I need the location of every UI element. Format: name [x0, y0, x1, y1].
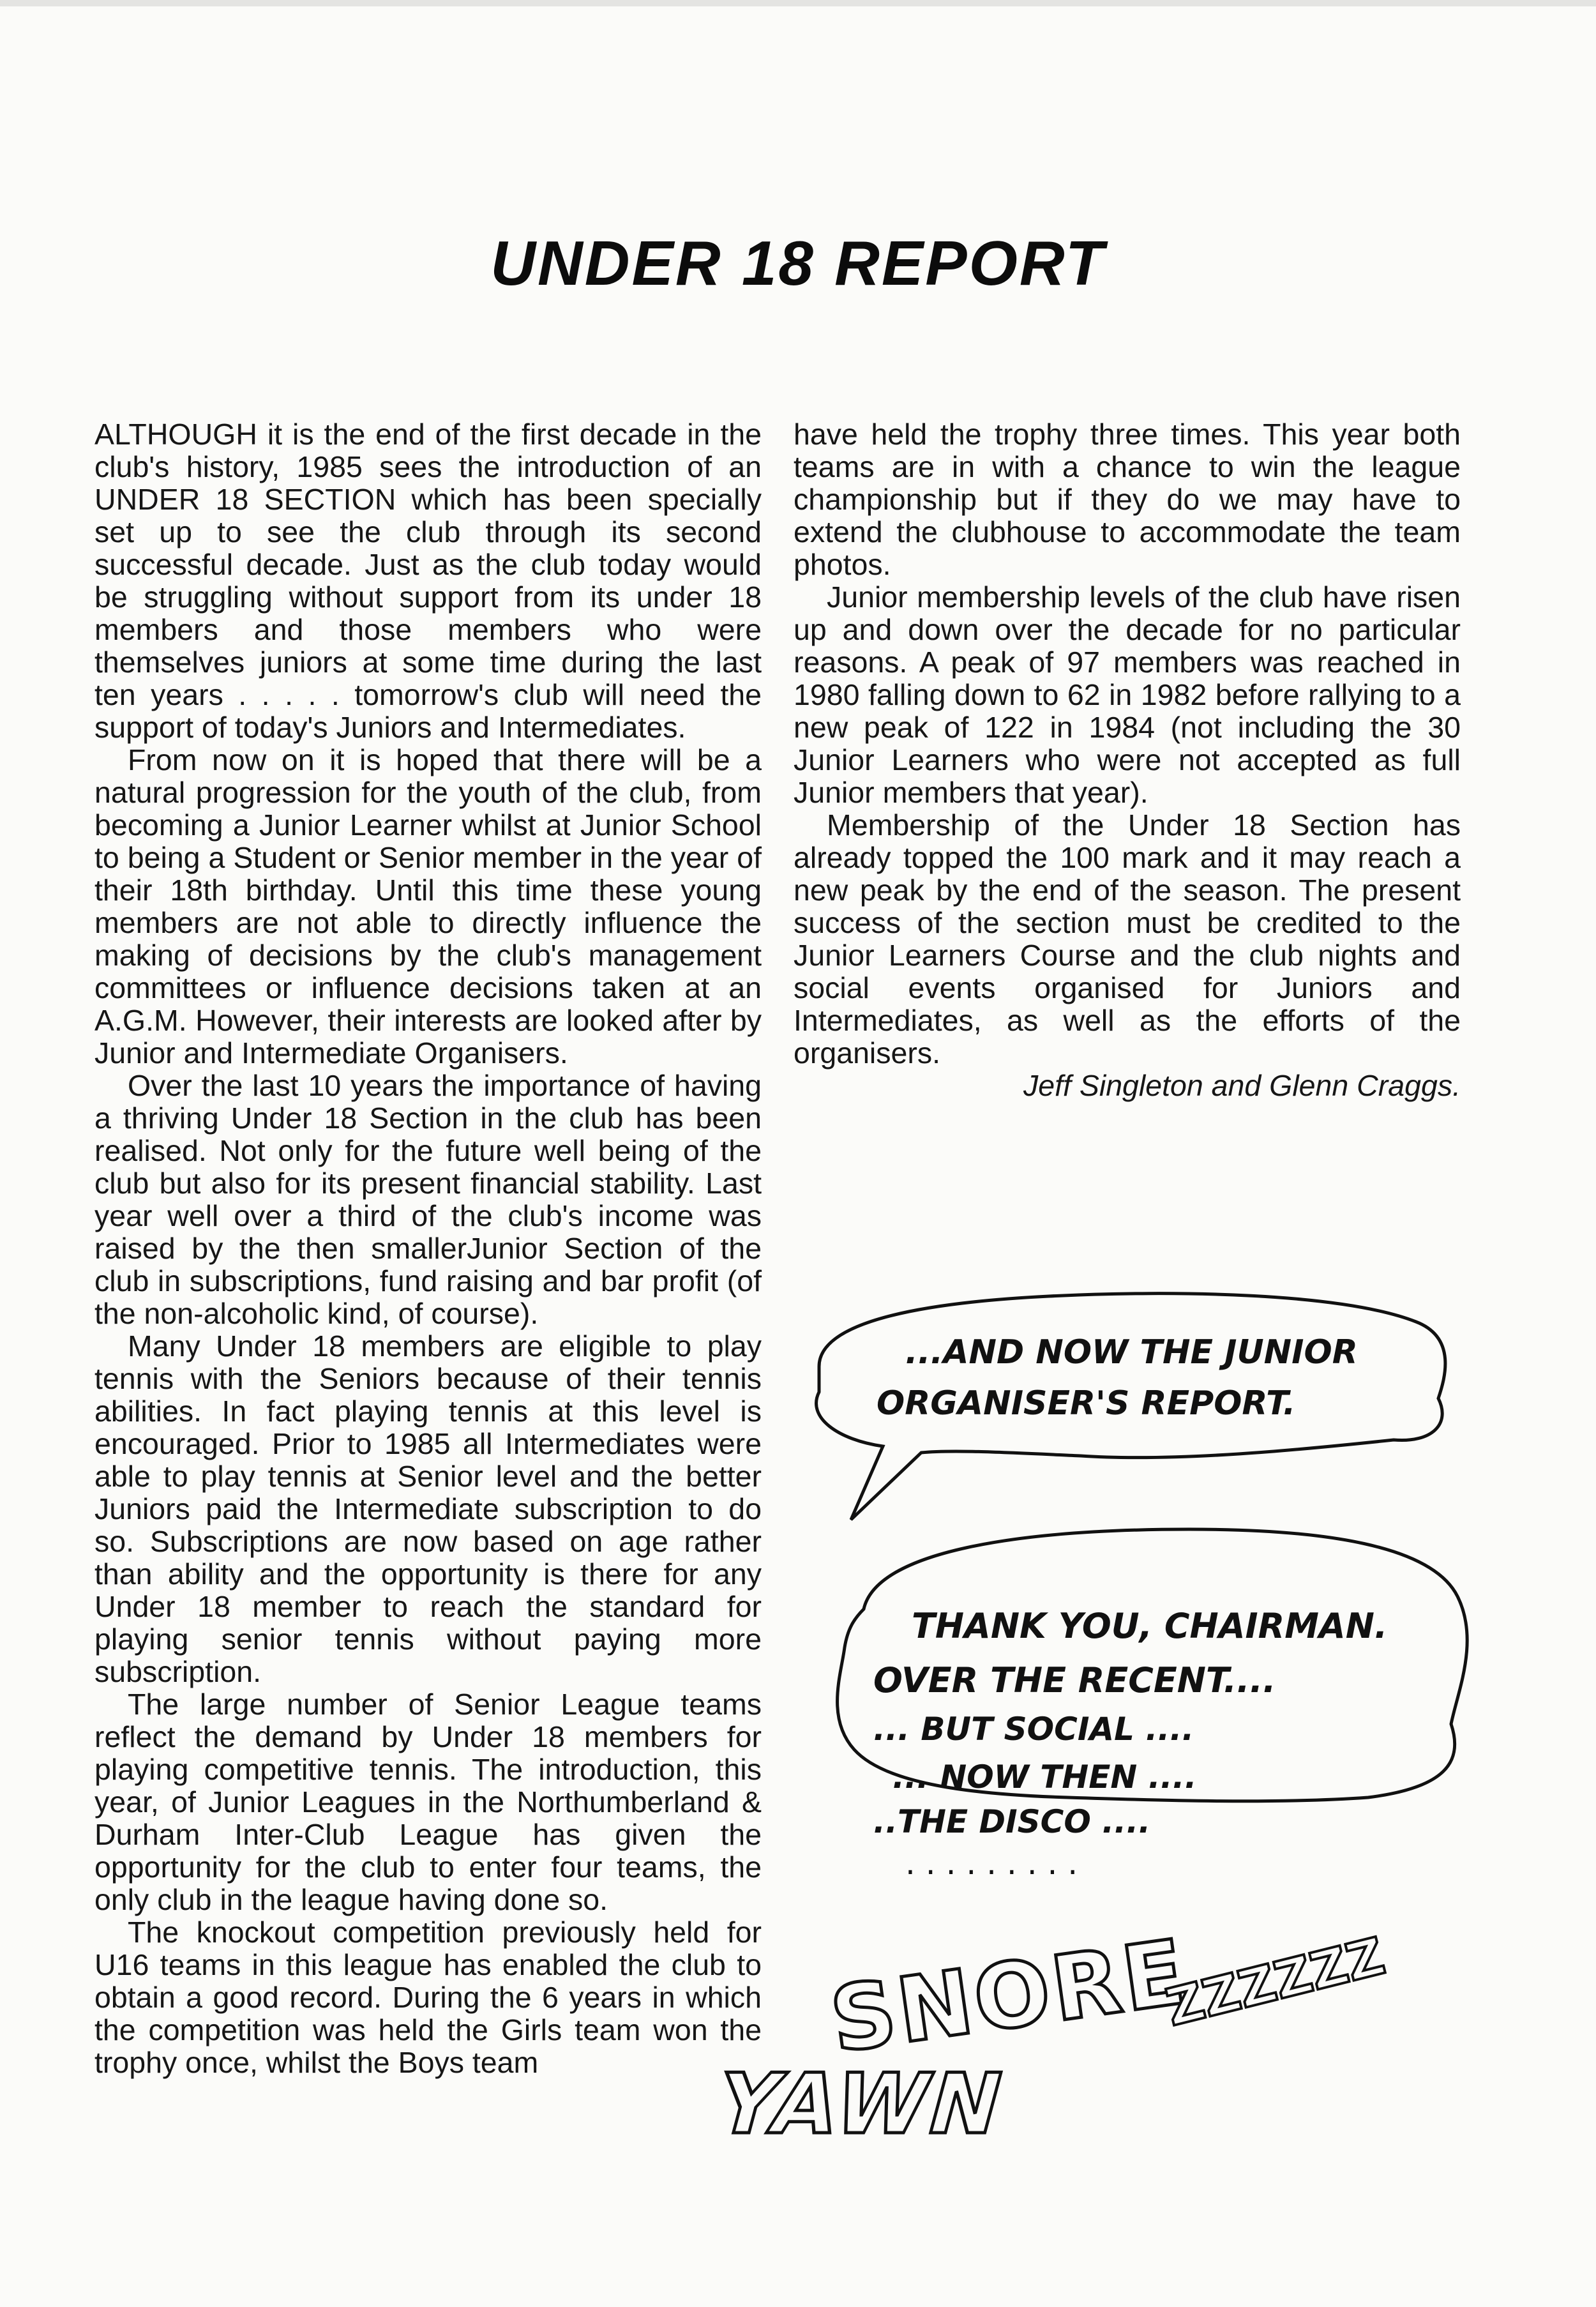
zzz-lettering: ZZZZZZ: [1160, 1926, 1390, 2038]
right-column: [794, 418, 1461, 1102]
bubble-2-line-4: ... NOW THEN ....: [892, 1759, 1197, 1796]
paragraph: From now on it is hoped that there will be a natural progression for the youth of the club, from becoming a Junior Learner whilst at Junior School to being a Student or Senior member in the year of their 18th birthday. Until this time these young members are not able to directly influence the making of decisions by the club's management committees or influence decisions taken at an A.G.M. However, their interests are looked after by Junior and Intermediate Organisers.: [94, 743, 762, 1070]
paragraph: have held the trophy three times. This year both teams are in with a chance to win the league championship but if they do we may have to extend the clubhouse to accommodate the team photos.: [794, 418, 1461, 581]
paragraph: ALTHOUGH it is the end of the first decade in the club's history, 1985 sees the introduction of an UNDER 18 SECTION which has been specially set up to see the club through its second successful decade. Just as the club today would be struggling without support from its under 18 members and those members who were themselves juniors at some time during the last ten years . . . . . tomorrow's club will need the support of today's Juniors and Intermediates.: [94, 418, 762, 744]
bubble-1-line-1: ...AND NOW THE JUNIOR: [905, 1333, 1358, 1372]
paragraph: Junior membership levels of the club have risen up and down over the decade for no particular reasons. A peak of 97 members was reached in 1980 falling down to 62 in 1982 before rallying to a new peak of 122 in 1984 (not including the 30 Junior Learners who were not accepted as full Junior members that year).: [794, 580, 1461, 809]
paragraph: Over the last 10 years the importance of having a thriving Under 18 Section in the club has been realised. Not only for the future well being of the club but also for its present financial stability. Last year well over a third of the club's income was raised by the then smallerJunior Section of the club in subscriptions, fund raising and bar profit (of the non-alcoholic kind, of course).: [94, 1069, 762, 1330]
left-column: [94, 418, 762, 2079]
bubble-2-line-1: THANK YOU, CHAIRMAN.: [912, 1606, 1388, 1646]
cartoon-illustration: [705, 1277, 1496, 2235]
scan-edge: [0, 0, 1596, 6]
bubble-2-line-2: OVER THE RECENT....: [873, 1660, 1276, 1700]
bubble-2-line-3: ... BUT SOCIAL ....: [873, 1711, 1194, 1748]
paragraph: The knockout competition previously held for U16 teams in this league has enabled the club to obtain a good record. During the 6 years in which the competition was held the Girls team won the trophy once, whilst the Boys team: [94, 1916, 762, 2079]
paragraph: Membership of the Under 18 Section has already topped the 100 mark and it may reach a new peak by the end of the season. The present success of the section must be credited to the Junior Learners Course and the club nights and social events organised for Juniors and Intermediates, as well as the efforts of the organisers.: [794, 808, 1461, 1070]
bubble-2-dots: . . . . . . . . .: [905, 1845, 1078, 1882]
snore-lettering: SNORE: [824, 1920, 1194, 2073]
paragraph: Many Under 18 members are eligible to play tennis with the Seniors because of their tennis abilities. In fact playing tennis at this level is encouraged. Prior to 1985 all Intermediates were able to play tennis at Senior level and the better Juniors paid the Intermediate subscription to do so. Subscriptions are now based on age rather than ability and the opportunity is there for any Under 18 member to reach the standard for playing senior tennis without paying more subscription.: [94, 1329, 762, 1688]
paragraph: The large number of Senior League teams reflect the demand by Under 18 members for playing competitive tennis. The introduction, this year, of Junior Leagues in the Northumberland & Durham Inter-Club League has given the opportunity for the club to enter four teams, the only club in the league having done so.: [94, 1688, 762, 1916]
yawn-lettering: YAWN: [705, 2056, 1016, 2153]
bubble-1-line-2: ORGANISER'S REPORT.: [877, 1384, 1296, 1423]
signature: Jeff Singleton and Glenn Craggs.: [1023, 1069, 1461, 1102]
bubble-2-line-5: ..THE DISCO ....: [873, 1803, 1151, 1840]
page-title: UNDER 18 REPORT: [490, 227, 1106, 298]
